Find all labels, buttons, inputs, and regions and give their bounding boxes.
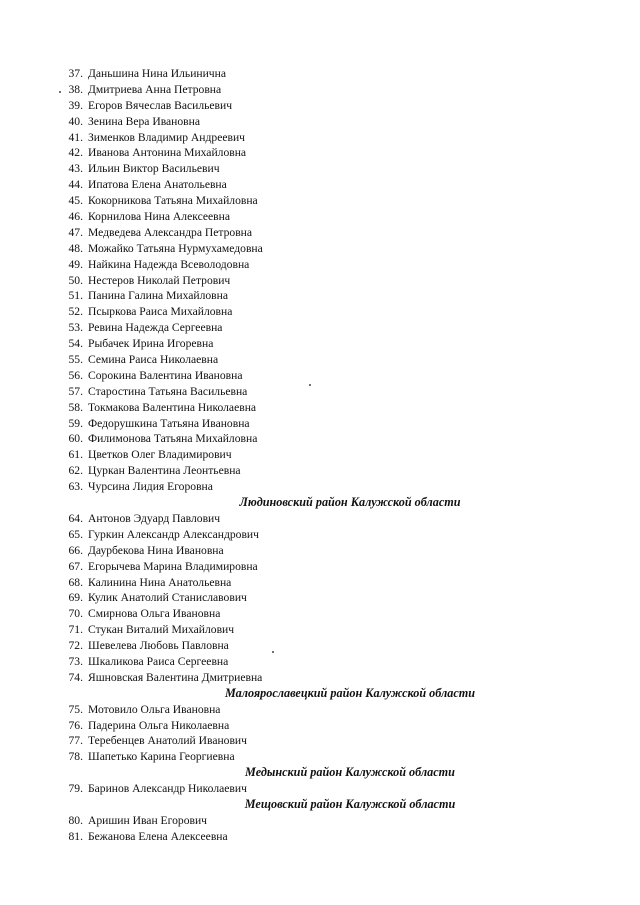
list-item-name: Теребенцев Анатолий Иванович (88, 734, 247, 748)
list-item (0, 257, 640, 273)
list-item-name: Егорычева Марина Владимировна (88, 559, 258, 573)
list-item (0, 368, 640, 384)
list-item-name: Можайко Татьяна Нурмухамедовна (88, 241, 263, 255)
list-item (0, 670, 640, 686)
list-item-number: 40. (68, 114, 83, 128)
list-item-number: 47. (68, 225, 83, 239)
list-item (0, 479, 640, 495)
list-item-number: 43. (68, 162, 83, 176)
list-item (0, 733, 640, 749)
list-item (0, 749, 640, 765)
list-item-name: Федорушкина Татьяна Ивановна (88, 416, 250, 430)
list-item (0, 66, 640, 82)
list-item (0, 98, 640, 114)
list-item-name: Корнилова Нина Алексеевна (88, 210, 230, 224)
list-item-number: 65. (68, 527, 83, 541)
list-item-number: 55. (68, 353, 83, 367)
list-item-name: Кокорникова Татьяна Михайловна (88, 194, 258, 208)
list-item (0, 352, 640, 368)
list-item-number: 71. (68, 623, 83, 637)
list-item-number: 73. (68, 654, 83, 668)
list-item (0, 781, 640, 797)
list-item-name: Егоров Вячеслав Васильевич (88, 98, 233, 112)
list-item (0, 590, 640, 606)
list-item (0, 209, 640, 225)
list-item-name: Рыбачек Ирина Игоревна (88, 337, 214, 351)
list-item-number: 54. (68, 337, 83, 351)
list-item (0, 384, 640, 400)
list-item-name: Цветков Олег Владимирович (88, 448, 232, 462)
list-item-number: 74. (68, 670, 83, 684)
list-item-number: 51. (68, 289, 83, 303)
list-item-name: Семина Раиса Николаевна (88, 353, 219, 367)
list-item-name: Старостина Татьяна Васильевна (88, 384, 248, 398)
list-item-name: Ипатова Елена Анатольевна (88, 178, 227, 192)
list-item-name: Яшновская Валентина Дмитриевна (88, 670, 263, 684)
list-item (0, 161, 640, 177)
list-item-name: Зименков Владимир Андреевич (88, 130, 245, 144)
list-item-number: 46. (68, 210, 83, 224)
scan-speck (59, 91, 61, 93)
list-item (0, 638, 640, 654)
list-item (0, 288, 640, 304)
list-item (0, 447, 640, 463)
district-heading: Мещовский район Калужской области (244, 796, 456, 811)
list-item-number: 50. (68, 273, 83, 287)
list-item-name: Шкаликова Раиса Сергеевна (88, 654, 229, 668)
list-item-name: Дмитриева Анна Петровна (88, 82, 222, 96)
district-heading: Людиновский район Калужской области (239, 495, 461, 510)
list-item-name: Ильин Виктор Васильевич (88, 162, 220, 176)
list-item-name: Токмакова Валентина Николаевна (88, 400, 257, 414)
list-item-name: Калинина Нина Анатольевна (88, 575, 232, 589)
list-item-number: 81. (68, 829, 83, 843)
list-item-number: 72. (68, 639, 83, 653)
list-item (0, 718, 640, 734)
list-item-number: 52. (68, 305, 83, 319)
list-item-number: 68. (68, 575, 83, 589)
list-item-name: Падерина Ольга Николаевна (88, 718, 230, 732)
list-item (0, 177, 640, 193)
list-item (0, 336, 640, 352)
list-item (0, 400, 640, 416)
list-item-number: 78. (68, 750, 83, 764)
list-item-number: 53. (68, 321, 83, 335)
list-item-number: 44. (68, 178, 83, 192)
list-item-number: 64. (68, 511, 83, 525)
list-item (0, 130, 640, 146)
list-item (0, 145, 640, 161)
list-item-name: Филимонова Татьяна Михайловна (88, 432, 258, 446)
list-item-number: 69. (68, 591, 83, 605)
list-item (0, 606, 640, 622)
list-item-name: Панина Галина Михайловна (88, 289, 228, 303)
list-item-number: 57. (68, 384, 83, 398)
list-item (0, 702, 640, 718)
list-item-number: 38. (68, 82, 83, 96)
list-item-number: 63. (68, 480, 83, 494)
list-item (0, 225, 640, 241)
list-item-name: Шевелева Любовь Павловна (88, 639, 229, 653)
list-item-name: Стукан Виталий Михайлович (88, 623, 235, 637)
list-item-number: 41. (68, 130, 83, 144)
list-item-number: 56. (68, 368, 83, 382)
list-item (0, 511, 640, 527)
list-item-name: Кулик Анатолий Станиславович (88, 591, 247, 605)
list-item-name: Иванова Антонина Михайловна (88, 146, 247, 160)
list-item-name: Шапетько Карина Георгиевна (88, 750, 235, 764)
list-item-number: 77. (68, 734, 83, 748)
list-item-number: 75. (68, 702, 83, 716)
list-item (0, 82, 640, 98)
district-heading: Малоярославецкий район Калужской области (224, 685, 476, 700)
list-item-name: Псыркова Раиса Михайловна (88, 305, 233, 319)
list-item-number: 37. (68, 67, 83, 80)
list-item-name: Сорокина Валентина Ивановна (88, 368, 243, 382)
list-item-number: 59. (68, 416, 83, 430)
list-item-name: Даньшина Нина Ильинична (88, 67, 226, 80)
list-item (0, 527, 640, 543)
list-item-name: Баринов Александр Николаевич (88, 782, 247, 796)
list-item-number: 45. (68, 194, 83, 208)
list-item (0, 463, 640, 479)
list-item-name: Медведева Александра Петровна (88, 225, 253, 239)
list-item-number: 42. (68, 146, 83, 160)
list-item-name: Цуркан Валентина Леонтьевна (88, 464, 241, 478)
list-item (0, 114, 640, 130)
list-item-number: 49. (68, 257, 83, 271)
list-item-name: Ревина Надежда Сергеевна (88, 321, 223, 335)
list-item-name: Даурбекова Нина Ивановна (88, 543, 224, 557)
list-item (0, 543, 640, 559)
list-item (0, 559, 640, 575)
list-item-name: Найкина Надежда Всеволодовна (88, 257, 250, 271)
list-item-name: Гуркин Александр Александрович (88, 527, 259, 541)
list-item-number: 62. (68, 464, 83, 478)
list-item-number: 60. (68, 432, 83, 446)
list-item-name: Антонов Эдуард Павлович (88, 511, 221, 525)
list-item-name: Мотовило Ольга Ивановна (88, 702, 221, 716)
scan-speck (272, 651, 274, 653)
list-item (0, 320, 640, 336)
list-item-number: 67. (68, 559, 83, 573)
list-item (0, 622, 640, 638)
list-item (0, 813, 640, 829)
list-item-number: 66. (68, 543, 83, 557)
list-item (0, 416, 640, 432)
list-item (0, 829, 640, 845)
document-page (0, 66, 640, 845)
list-item (0, 575, 640, 591)
list-item-number: 58. (68, 400, 83, 414)
list-item-name: Смирнова Ольга Ивановна (88, 607, 221, 621)
list-item-number: 61. (68, 448, 83, 462)
list-item (0, 273, 640, 289)
list-item-number: 48. (68, 241, 83, 255)
list-item (0, 241, 640, 257)
list-item (0, 304, 640, 320)
list-item-name: Нестеров Николай Петрович (88, 273, 231, 287)
list-item (0, 431, 640, 447)
list-item-number: 79. (68, 782, 83, 796)
list-item-number: 76. (68, 718, 83, 732)
list-item-name: Зенина Вера Ивановна (88, 114, 200, 128)
district-heading: Медынский район Калужской области (245, 765, 455, 780)
list-item-number: 70. (68, 607, 83, 621)
list-item-name: Бежанова Елена Алексеевна (88, 829, 228, 843)
list-item-number: 80. (68, 813, 83, 827)
scan-speck (309, 384, 311, 386)
list-item-name: Чурсина Лидия Егоровна (88, 480, 213, 494)
list-item (0, 654, 640, 670)
list-item-name: Аришин Иван Егорович (88, 813, 207, 827)
list-item-number: 39. (68, 98, 83, 112)
list-item (0, 193, 640, 209)
